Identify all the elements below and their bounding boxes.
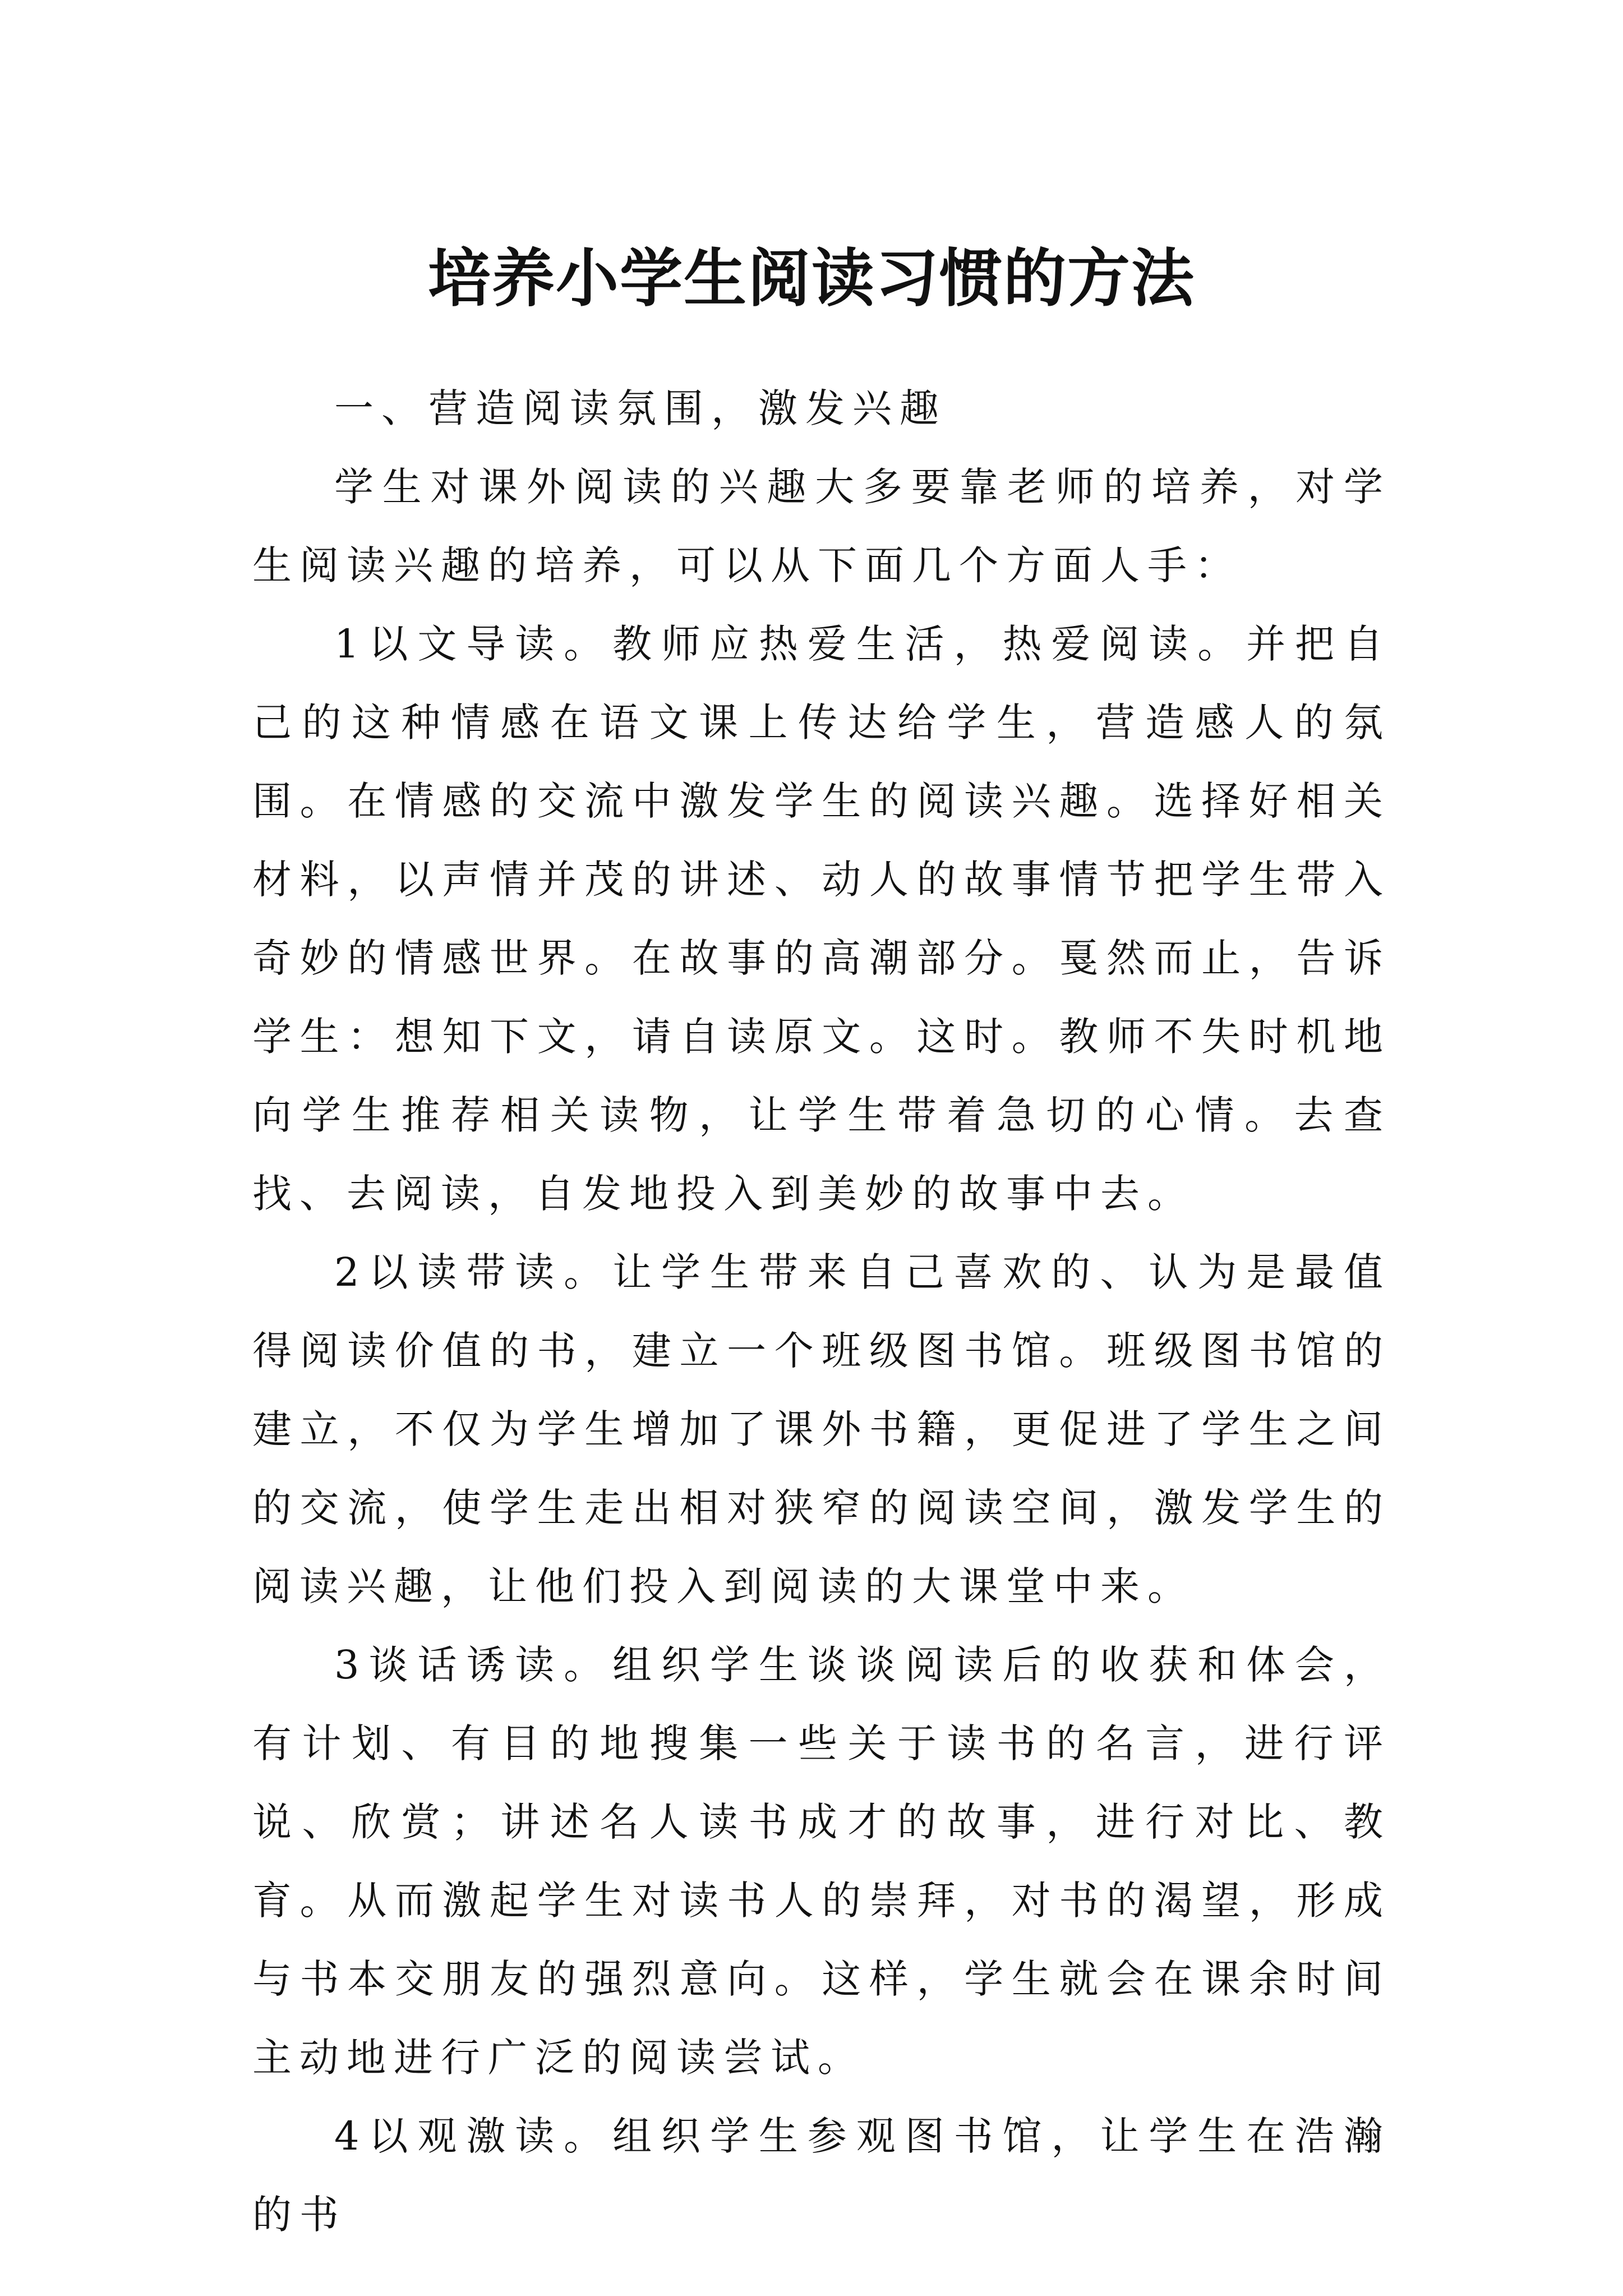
document-title: 培养小学生阅读习惯的方法 [428,242,1195,316]
paragraph: 3谈话诱读。组织学生谈谈阅读后的收获和体会，有计划、有目的地搜集一些关于读书的名言，进行评说、欣赏；讲述名人读书成才的故事，进行对比、教育。从而激起学生对读书人的崇拜，对书的渴望，形成与书本交朋友的强烈意向。这样，学生就会在课余时间主动地进行广泛的阅读尝试。 [252,1642,1391,2081]
paragraph: 学生对课外阅读的兴趣大多要靠老师的培养，对学生阅读兴趣的培养，可以从下面几个方面人手： [252,464,1391,588]
section-heading: 一、营造阅读氛围，激发兴趣 [334,385,947,431]
paragraph: 2以读带读。让学生带来自己喜欢的、认为是最值得阅读价值的书，建立一个班级图书馆。班级图书馆的建立，不仅为学生增加了课外书籍，更促进了学生之间的交流，使学生走出相对狭窄的阅读空间，激发学生的阅读兴趣，让他们投入到阅读的大课堂中来。 [252,1249,1391,1609]
paragraph: 4以观激读。组织学生参观图书馆，让学生在浩瀚的书 [252,2113,1391,2238]
document-body [252,369,1391,2254]
paragraph: 1以文导读。教师应热爱生活，热爱阅读。并把自己的这种情感在语文课上传达给学生，营造感人的氛围。在情感的交流中激发学生的阅读兴趣。选择好相关材料，以声情并茂的讲述、动人的故事情节把学生带入奇妙的情感世界。在故事的高潮部分。戛然而止，告诉学生：想知下文，请自读原文。这时。教师不失时机地向学生推荐相关读物，让学生带着急切的心情。去查找、去阅读，自发地投入到美妙的故事中去。 [252,621,1391,1217]
